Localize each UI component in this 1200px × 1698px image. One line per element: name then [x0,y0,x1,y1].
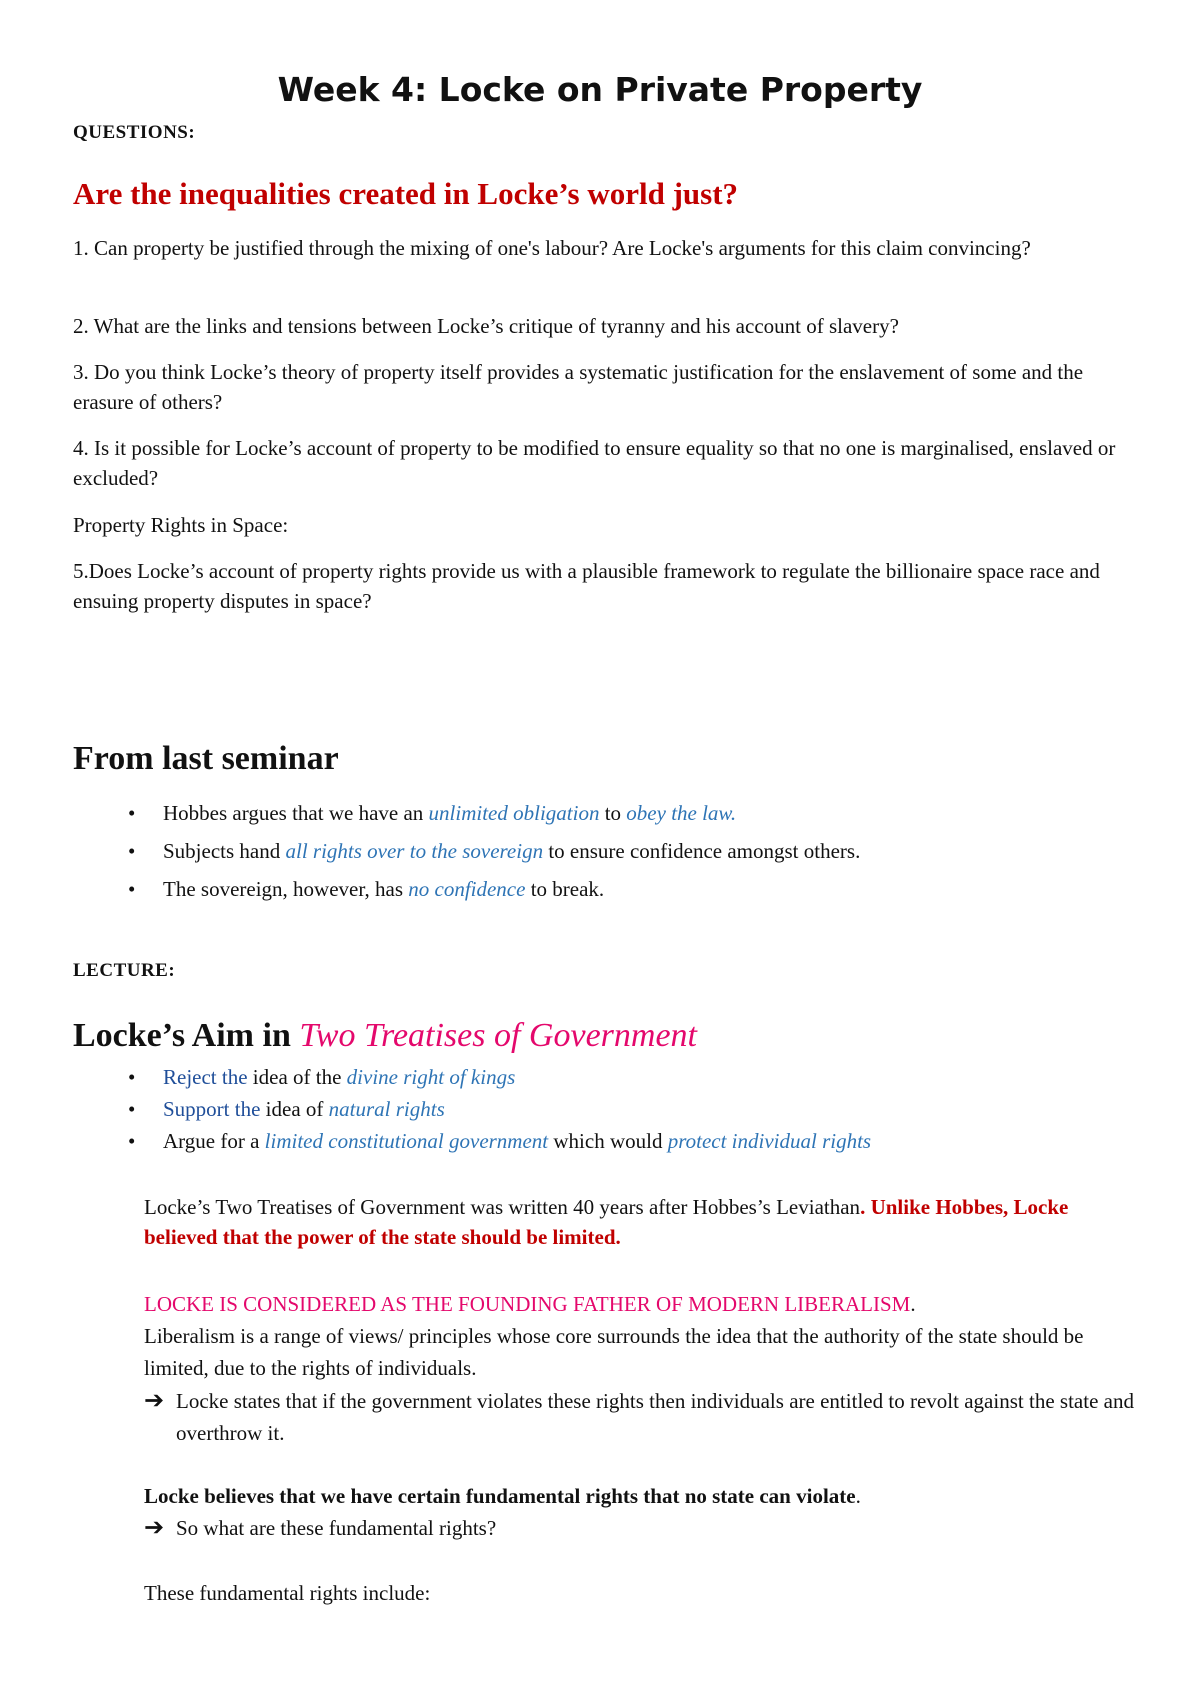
body-paragraph-4: These fundamental rights include: [144,1581,431,1605]
list-item: • Subjects hand all rights over to the sovereign to ensure confidence amongst others. [128,839,861,863]
list-item: • Hobbes argues that we have an unlimited obligation to obey the law. [128,801,737,825]
lecture-label: LECTURE: [73,960,176,981]
list-item: • The sovereign, however, has no confidence to break. [128,877,605,901]
arrow-note-2: ➔ So what are these fundamental rights? [144,1515,497,1541]
list-item: • Argue for a limited constitutional government which would protect individual rights [128,1129,872,1153]
arrow-right-icon: ➔ [144,1388,165,1414]
question-4: 4. Is it possible for Locke’s account of property to be modified to ensure equality so that no one is marginalised, enslaved or excluded? [73,436,1116,490]
body-paragraph-3: Locke believes that we have certain fundamental rights that no state can violate. [144,1484,861,1508]
space-label: Property Rights in Space: [73,513,289,537]
questions-heading: Are the inequalities created in Locke’s world just? [73,176,739,211]
question-1: 1. Can property be justified through the mixing of one's labour? Are Locke's arguments for this claim convincing? [73,236,1031,260]
question-3: 3. Do you think Locke’s theory of property itself provides a systematic justification for the enslavement of some and the erasure of others? [73,360,1084,414]
question-2: 2. What are the links and tensions between Locke’s critique of tyranny and his account of slavery? [73,314,899,338]
questions-label: QUESTIONS: [73,122,196,143]
page-title: Week 4: Locke on Private Property [277,70,923,109]
list-item: • Reject the idea of the divine right of kings [128,1065,516,1089]
question-5: 5.Does Locke’s account of property rights provide us with a plausible framework to regulate the billionaire space race and ensuing property disputes in space? [73,559,1100,613]
last-seminar-heading: From last seminar [73,740,339,777]
arrow-note-1: ➔ Locke states that if the government violates these rights then individuals are entitled to revolt against the state and overthrow it. [144,1385,1134,1449]
arrow-right-icon: ➔ [144,1515,165,1541]
aim-heading: Locke’s Aim in Two Treatises of Government [73,1017,697,1054]
body-paragraph-1: Locke’s Two Treatises of Government was written 40 years after Hobbes’s Leviathan. Unlike Hobbes, Locke believed that the power of the state should be limited. [144,1195,1069,1249]
aim-list [128,1061,872,1157]
body-paragraph-2: LOCKE IS CONSIDERED AS THE FOUNDING FATHER OF MODERN LIBERALISM. Liberalism is a range of views/ principles whose core surrounds the idea that the authority of the state should be limited, due to the rights of individuals. [144,1292,1084,1380]
last-seminar-list [128,797,861,905]
list-item: • Support the idea of natural rights [128,1097,445,1121]
